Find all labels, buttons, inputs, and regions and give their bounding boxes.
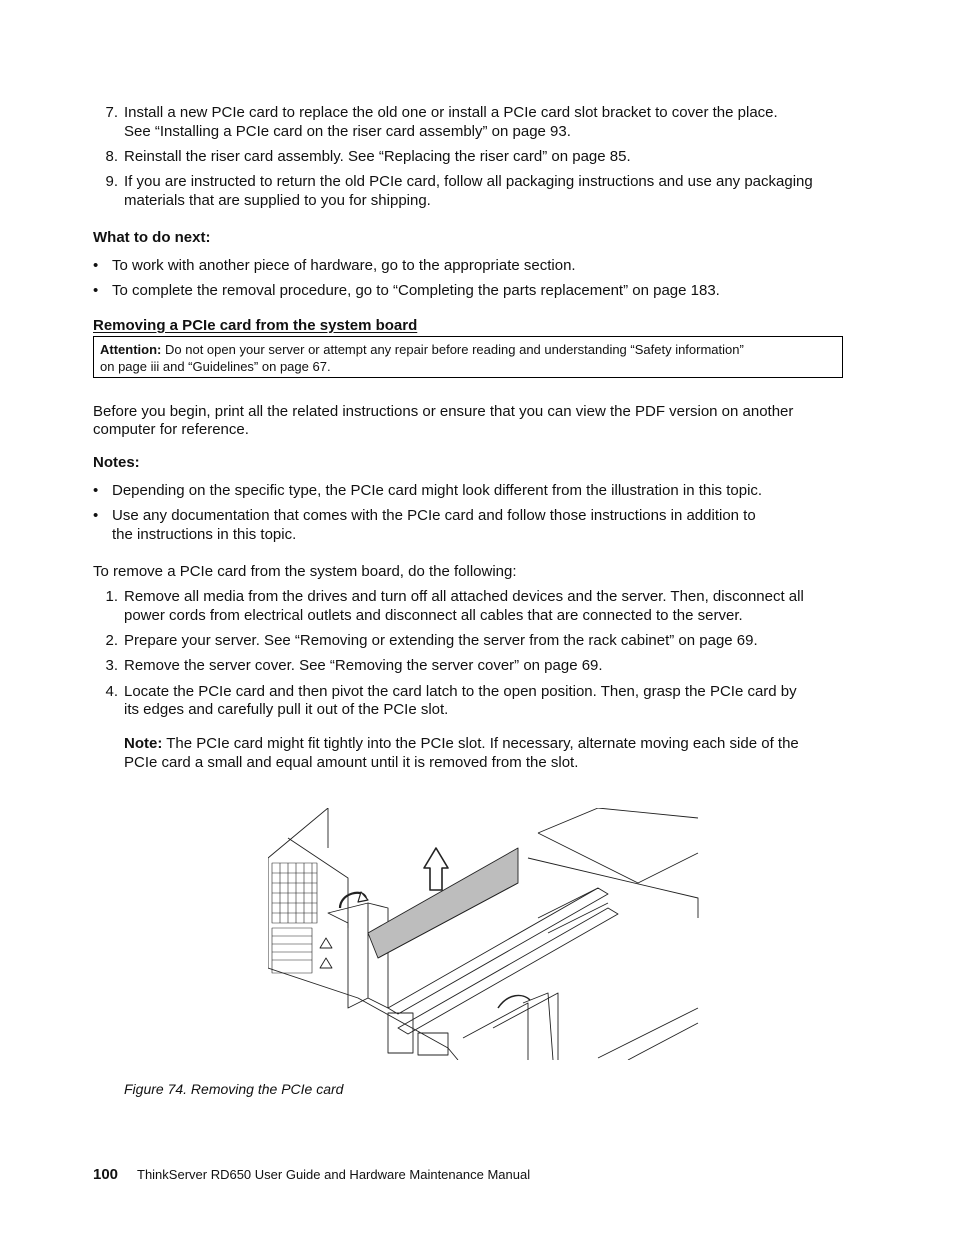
step-note-line-1 bbox=[124, 734, 799, 753]
step-text: If you are instructed to return the old PCIe card, follow all packaging instructions and use any packaging bbox=[124, 173, 813, 190]
section-title: Removing a PCIe card from the system board bbox=[93, 317, 418, 334]
step-text: Reinstall the riser card assembly. See “Replacing the riser card” on page 85. bbox=[124, 148, 631, 165]
attention-text: Do not open your server or attempt any repair before reading and understanding “Safety information” bbox=[165, 342, 744, 357]
intro-line: Before you begin, print all the related instructions or ensure that you can view the PDF version on another bbox=[93, 403, 794, 420]
step-text: Remove all media from the drives and turn off all attached devices and the server. Then, disconnect all bbox=[124, 588, 804, 605]
intro-line: computer for reference. bbox=[93, 421, 249, 438]
bullet-icon: • bbox=[93, 257, 99, 274]
step-number: 2. bbox=[105, 632, 118, 649]
attention-line-1 bbox=[100, 341, 744, 358]
step-text: power cords from electrical outlets and disconnect all cables that are connected to the server. bbox=[124, 607, 743, 624]
step-text: Prepare your server. See “Removing or extending the server from the rack cabinet” on page 69. bbox=[124, 632, 758, 649]
note-item: Depending on the specific type, the PCIe card might look different from the illustration in this topic. bbox=[112, 482, 763, 499]
step-number: 4. bbox=[105, 683, 118, 700]
notes-heading: Notes: bbox=[93, 454, 140, 471]
note-item: Use any documentation that comes with the PCIe card and follow those instructions in addition to bbox=[112, 507, 756, 524]
step-text: See “Installing a PCIe card on the riser card assembly” on page 93. bbox=[124, 123, 571, 140]
step-note-label: Note: bbox=[124, 735, 163, 752]
attention-box bbox=[93, 336, 843, 378]
footer-title: ThinkServer RD650 User Guide and Hardware Maintenance Manual bbox=[137, 1167, 531, 1182]
step-text: Remove the server cover. See “Removing the server cover” on page 69. bbox=[124, 657, 603, 674]
step-note-text: The PCIe card might fit tightly into the PCIe slot. If necessary, alternate moving each side of the bbox=[166, 735, 799, 752]
attention-label: Attention: bbox=[100, 342, 162, 357]
step-number: 8. bbox=[105, 148, 118, 165]
figure-caption: Figure 74. Removing the PCIe card bbox=[124, 1081, 344, 1097]
procedure-lead: To remove a PCIe card from the system board, do the following: bbox=[93, 563, 517, 580]
bullet-icon: • bbox=[93, 482, 99, 499]
step-text: its edges and carefully pull it out of the PCIe slot. bbox=[124, 701, 449, 718]
attention-line-2: on page iii and “Guidelines” on page 67. bbox=[100, 359, 331, 374]
step-number: 9. bbox=[105, 173, 118, 190]
next-heading: What to do next: bbox=[93, 229, 211, 246]
next-item: To complete the removal procedure, go to “Completing the parts replacement” on page 183. bbox=[112, 282, 720, 299]
step-number: 1. bbox=[105, 588, 118, 605]
note-item: the instructions in this topic. bbox=[112, 526, 297, 543]
step-number: 3. bbox=[105, 657, 118, 674]
bullet-icon: • bbox=[93, 507, 99, 524]
step-number: 7. bbox=[105, 104, 118, 121]
step-text: Locate the PCIe card and then pivot the card latch to the open position. Then, grasp the PCIe card by bbox=[124, 683, 797, 700]
page-number: 100 bbox=[93, 1166, 119, 1183]
next-item: To work with another piece of hardware, go to the appropriate section. bbox=[112, 257, 576, 274]
step-text: Install a new PCIe card to replace the old one or install a PCIe card slot bracket to cover the place. bbox=[124, 104, 778, 121]
pcie-removal-illustration bbox=[268, 808, 700, 1060]
bullet-icon: • bbox=[93, 282, 99, 299]
step-note-line-2: PCIe card a small and equal amount until it is removed from the slot. bbox=[124, 754, 579, 771]
step-text: materials that are supplied to you for shipping. bbox=[124, 192, 431, 209]
